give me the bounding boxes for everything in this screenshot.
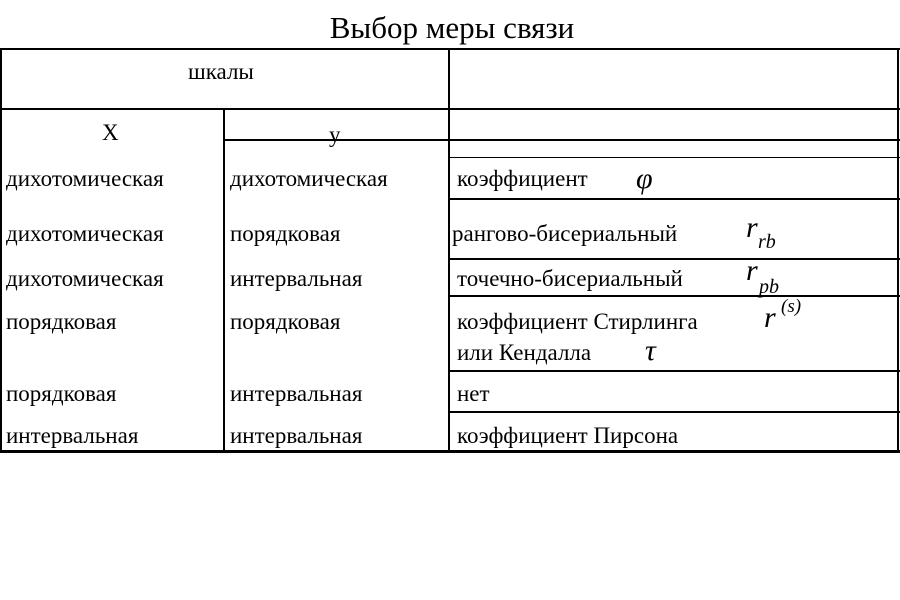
header-x: X <box>102 120 119 145</box>
row-3-measure: точечно-бисериальный <box>457 266 683 291</box>
r-subscript: rb <box>758 231 776 253</box>
table-rule <box>0 108 900 110</box>
row-3-y: интервальная <box>230 266 363 291</box>
row-2-measure: рангово-бисериальный <box>452 221 678 246</box>
table-column-divider <box>223 108 225 453</box>
row-4-measure: коэффициент Стирлинга <box>457 309 698 334</box>
table-rule <box>224 139 900 141</box>
row-4-x: порядковая <box>6 309 117 334</box>
header-y: y <box>329 122 341 147</box>
row-5-x: порядковая <box>6 381 117 406</box>
tau-symbol: τ <box>645 334 656 367</box>
table-column-divider <box>448 48 450 453</box>
row-5-measure: нет <box>457 381 490 406</box>
r-symbol: r <box>746 211 758 244</box>
r-superscript: (s) <box>781 296 802 317</box>
row-3-x: дихотомическая <box>6 266 164 291</box>
row-6-measure: коэффициент Пирсона <box>457 423 679 448</box>
page-title: Выбор меры связи <box>329 10 575 45</box>
table-border-right <box>897 48 899 453</box>
r-symbol: r <box>764 301 776 334</box>
row-2-x: дихотомическая <box>6 221 164 246</box>
header-scales: шкалы <box>188 59 254 84</box>
row-6-x: интервальная <box>6 423 139 448</box>
table-border-left <box>0 48 2 453</box>
row-1-measure: коэффициент <box>457 166 588 191</box>
row-1-x: дихотомическая <box>6 166 164 191</box>
table-rule <box>450 258 900 260</box>
r-symbol: r <box>746 254 758 287</box>
row-4-y: порядковая <box>230 309 341 334</box>
table-border-bottom <box>0 450 900 453</box>
table-border-top <box>0 48 900 50</box>
row-2-y: порядковая <box>230 221 341 246</box>
r-subscript: pb <box>759 276 779 298</box>
row-4-measure-line-2: или Кендалла <box>457 340 592 365</box>
table-rule <box>450 295 900 297</box>
table-rule <box>450 411 900 413</box>
table-rule <box>450 198 900 200</box>
table-rule <box>450 370 900 372</box>
table-rule <box>450 157 900 158</box>
row-1-y: дихотомическая <box>230 166 388 191</box>
phi-symbol: φ <box>636 162 653 195</box>
row-5-y: интервальная <box>230 381 363 406</box>
row-6-y: интервальная <box>230 423 363 448</box>
